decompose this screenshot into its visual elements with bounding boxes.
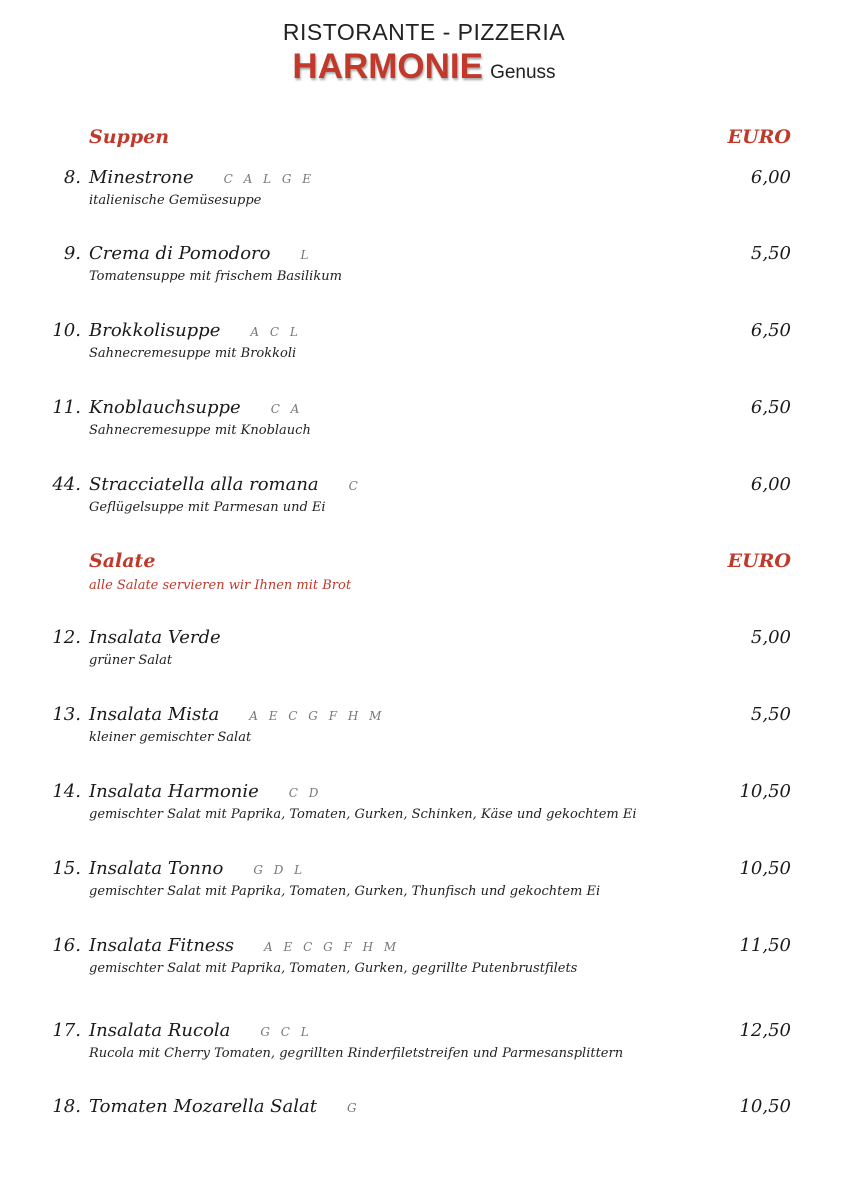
item-number: 14.	[52, 781, 81, 802]
menu-item	[0, 167, 848, 227]
item-name-line	[89, 935, 400, 956]
item-name-line	[89, 627, 251, 648]
item-number: 8.	[63, 167, 81, 188]
item-name-line	[89, 167, 315, 188]
item-price: 10,50	[739, 781, 791, 802]
item-allergens: G	[346, 1101, 361, 1115]
item-number: 18.	[52, 1096, 81, 1117]
menu-item	[0, 474, 848, 534]
brand-name: HARMONIE	[292, 47, 483, 86]
item-description: gemischter Salat mit Paprika, Tomaten, Gurken, Thunfisch und gekochtem Ei	[89, 884, 601, 899]
item-name: Stracciatella alla romana	[89, 474, 319, 495]
item-price: 5,50	[750, 243, 791, 264]
item-price: 6,50	[750, 397, 791, 418]
item-price: 6,50	[750, 320, 791, 341]
menu-item	[0, 1020, 848, 1080]
item-name: Minestrone	[89, 167, 194, 188]
item-name-line	[89, 781, 322, 802]
menu-item	[0, 627, 848, 687]
item-description: italienische Gemüsesuppe	[89, 193, 262, 208]
item-name: Insalata Fitness	[89, 935, 235, 956]
item-description: Rucola mit Cherry Tomaten, gegrillten Rinderfiletstreifen und Parmesansplittern	[89, 1046, 624, 1061]
item-price: 10,50	[739, 1096, 791, 1117]
item-name: Insalata Rucola	[89, 1020, 231, 1041]
menu-item	[0, 704, 848, 764]
item-name-line	[89, 397, 303, 418]
item-name-line	[89, 704, 385, 725]
item-description: Sahnecremesuppe mit Knoblauch	[89, 423, 311, 438]
item-name: Insalata Tonno	[89, 858, 224, 879]
brand-suffix: Genuss	[490, 62, 556, 83]
item-allergens: C A L G E	[223, 172, 315, 186]
item-number: 13.	[52, 704, 81, 725]
item-description: Tomatensuppe mit frischem Basilikum	[89, 269, 342, 284]
item-number: 9.	[63, 243, 81, 264]
menu-item	[0, 858, 848, 918]
item-description: gemischter Salat mit Paprika, Tomaten, Gurken, gegrillte Putenbrustfilets	[89, 961, 578, 976]
item-name-line	[89, 1020, 312, 1041]
item-number: 11.	[52, 397, 81, 418]
item-name: Knoblauchsuppe	[89, 397, 241, 418]
item-allergens: L	[300, 248, 312, 262]
item-allergens: C	[348, 479, 362, 493]
item-allergens: C A	[270, 402, 303, 416]
item-description: Geflügelsuppe mit Parmesan und Ei	[89, 500, 326, 515]
item-name-line	[89, 243, 312, 264]
item-number: 15.	[52, 858, 81, 879]
item-allergens: G D L	[253, 863, 306, 877]
item-name: Tomaten Mozarella Salat	[89, 1096, 317, 1117]
item-price: 5,50	[750, 704, 791, 725]
item-name-line	[89, 474, 361, 495]
item-allergens: G C L	[260, 1025, 313, 1039]
item-name-line	[89, 1096, 360, 1117]
item-price: 6,00	[750, 167, 791, 188]
item-description: kleiner gemischter Salat	[89, 730, 252, 745]
menu-item	[0, 1096, 848, 1156]
brand-line	[0, 47, 848, 93]
restaurant-type: RISTORANTE - PIZZERIA	[282, 19, 566, 45]
item-price: 6,00	[750, 474, 791, 495]
item-name-line	[89, 858, 306, 879]
menu-item	[0, 935, 848, 995]
item-name: Insalata Harmonie	[89, 781, 259, 802]
item-price: 12,50	[739, 1020, 791, 1041]
item-name: Insalata Mista	[89, 704, 220, 725]
item-name-line	[89, 320, 301, 341]
section-title-salate: Salate	[89, 550, 156, 572]
item-number: 17.	[52, 1020, 81, 1041]
currency-header-suppen: EURO	[727, 126, 791, 148]
item-number: 44.	[52, 474, 81, 495]
section-title-suppen: Suppen	[89, 126, 170, 148]
item-name: Crema di Pomodoro	[89, 243, 271, 264]
item-description: Sahnecremesuppe mit Brokkoli	[89, 346, 297, 361]
item-name: Insalata Verde	[89, 627, 221, 648]
item-number: 12.	[52, 627, 81, 648]
item-description: grüner Salat	[89, 653, 173, 668]
menu-header	[0, 18, 848, 93]
item-number: 10.	[52, 320, 81, 341]
item-number: 16.	[52, 935, 81, 956]
item-allergens: A E C G F H M	[264, 940, 400, 954]
item-price: 5,00	[750, 627, 791, 648]
menu-item	[0, 320, 848, 380]
item-allergens: C D	[288, 786, 322, 800]
item-description: gemischter Salat mit Paprika, Tomaten, Gurken, Schinken, Käse und gekochtem Ei	[89, 807, 637, 822]
currency-header-salate: EURO	[727, 550, 791, 572]
item-allergens: A C L	[250, 325, 302, 339]
menu-item	[0, 243, 848, 303]
section-note-salate: alle Salate servieren wir Ihnen mit Brot	[89, 578, 352, 593]
menu-item	[0, 397, 848, 457]
item-price: 10,50	[739, 858, 791, 879]
menu-item	[0, 781, 848, 841]
item-name: Brokkolisuppe	[89, 320, 221, 341]
item-price: 11,50	[739, 935, 791, 956]
item-allergens: A E C G F H M	[249, 709, 385, 723]
